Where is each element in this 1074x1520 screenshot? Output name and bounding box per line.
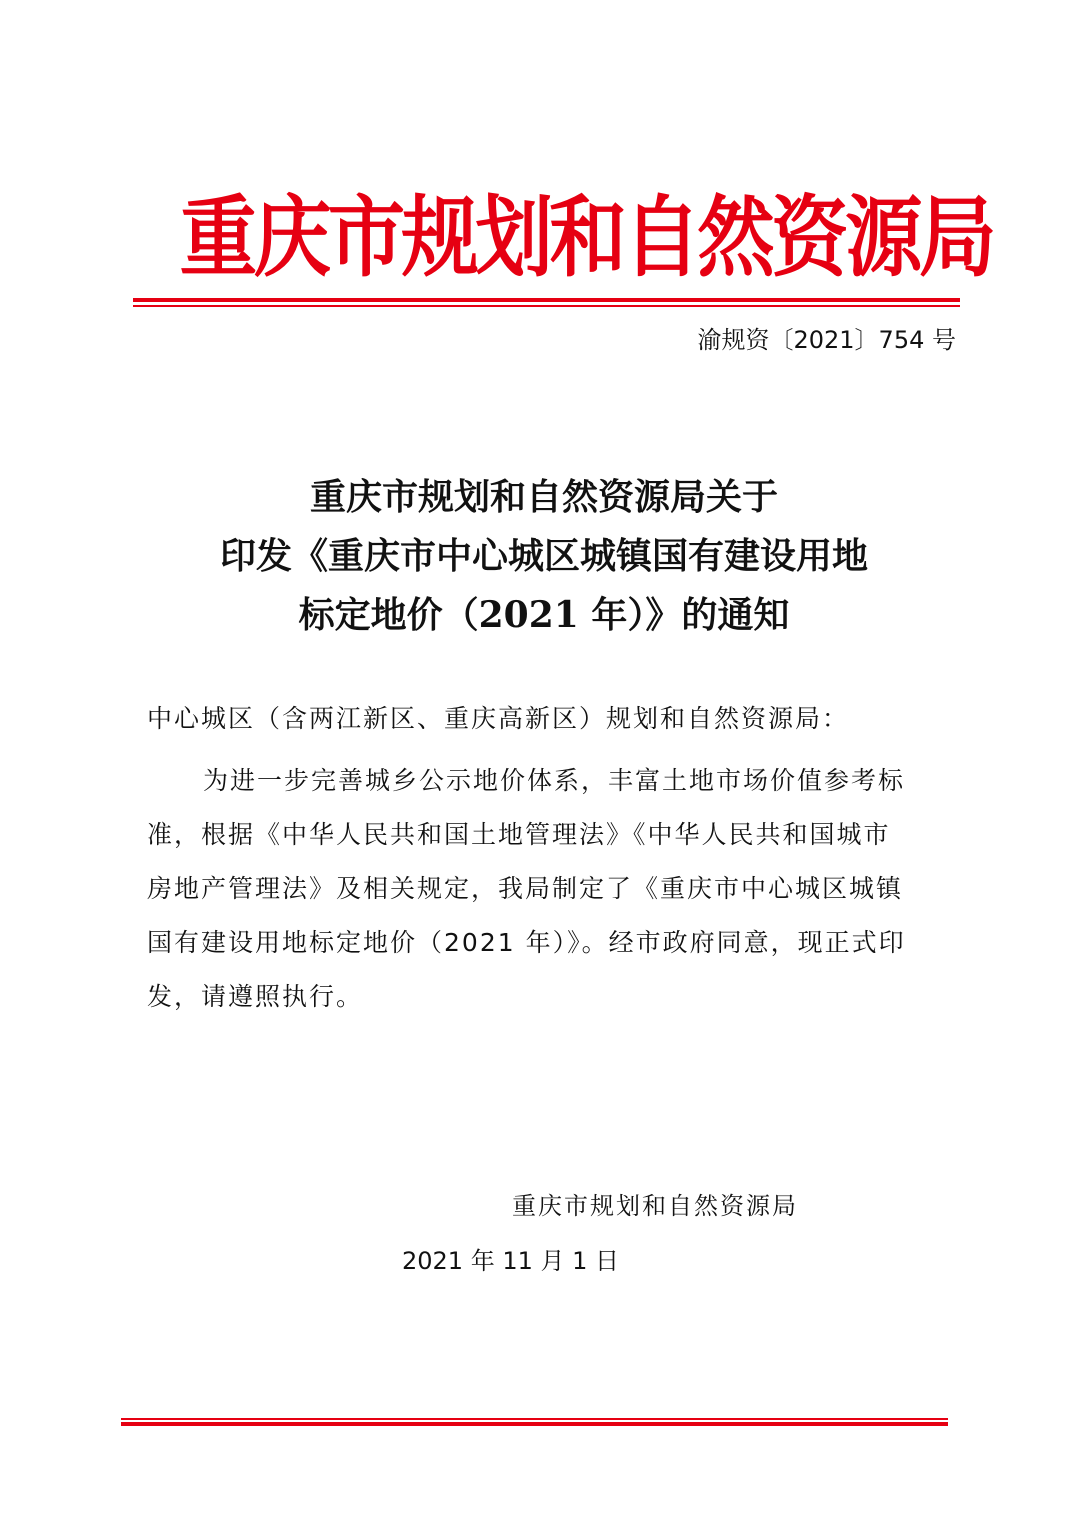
masthead-divider-thin [133,305,960,307]
document-title-line: 标定地价（2021 年）》的通知 [298,594,790,636]
footer-divider-thick [121,1422,948,1426]
document-title-line: 重庆市规划和自然资源局关于 [309,476,778,518]
body-line: 为进一步完善城乡公示地价体系，丰富土地市场价值参考标 [203,766,906,795]
footer-divider-thin [121,1418,948,1420]
body-line: 国有建设用地标定地价（2021 年）》。经市政府同意，现正式印 [147,928,906,957]
footer-divider [121,1418,948,1428]
masthead-divider-thick [133,298,960,302]
body-paragraph [147,754,943,1024]
signature-date: 2021 年 11 月 1 日 [402,1247,620,1275]
document-number: 渝规资〔2021〕754 号 [697,326,956,354]
body-line: 发，请遵照执行。 [147,982,364,1011]
signature-issuer: 重庆市规划和自然资源局 [512,1192,798,1220]
salutation: 中心城区（含两江新区、重庆高新区）规划和自然资源局： [147,704,850,733]
body-line: 房地产管理法》及相关规定，我局制定了《重庆市中心城区城镇 [147,874,904,903]
body-line: 准，根据《中华人民共和国土地管理法》《中华人民共和国城市 [147,820,891,849]
document-title-line: 印发《重庆市中心城区城镇国有建设用地 [219,535,868,577]
masthead-agency-name: 重庆市规划和自然资源局 [179,185,993,289]
document-title [100,468,988,645]
